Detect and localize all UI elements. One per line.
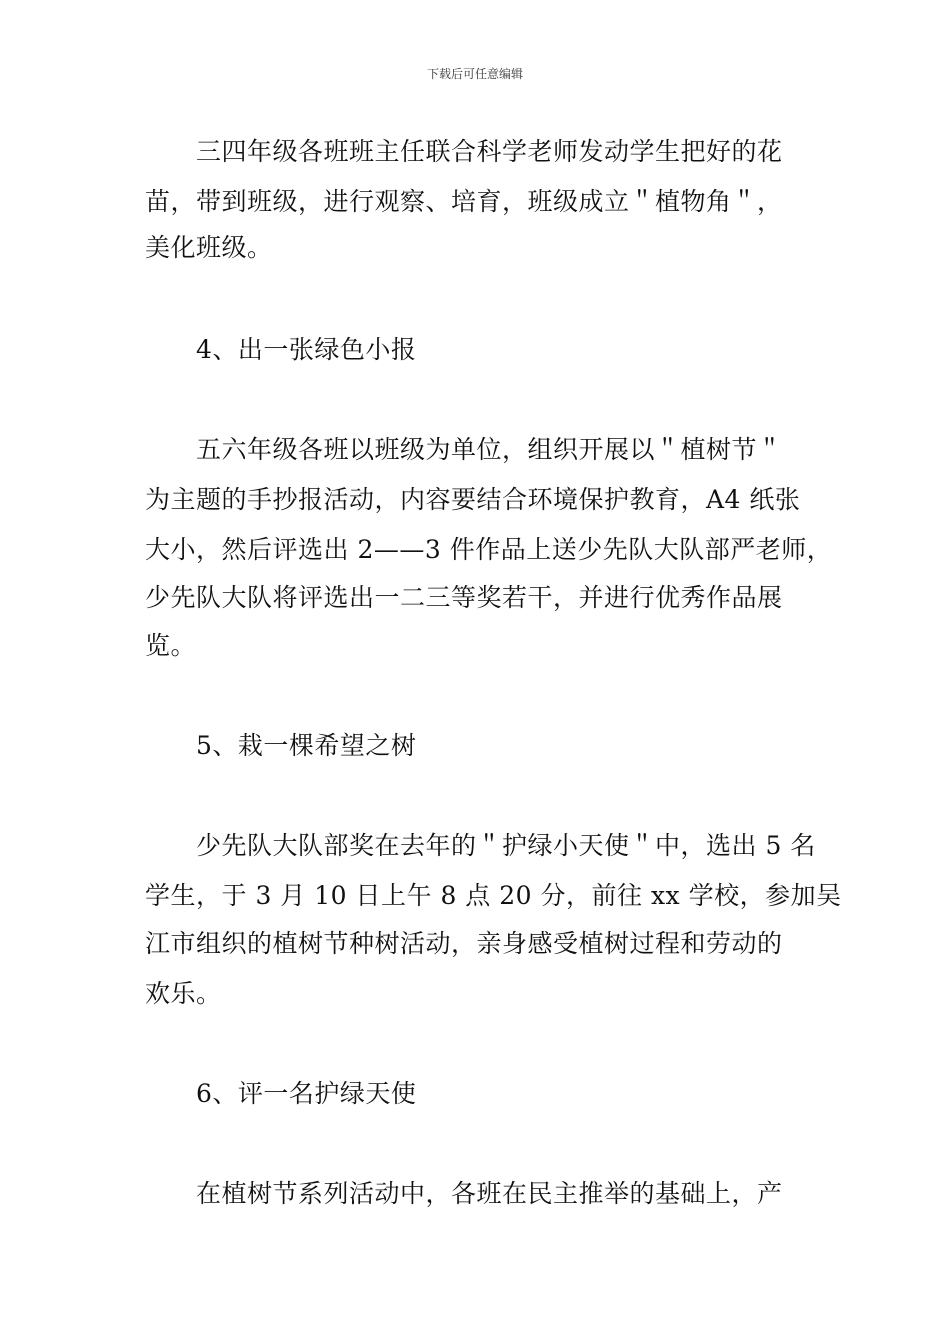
paragraph-line: 五六年级各班以班级为单位，组织开展以＂植树节＂ (196, 435, 783, 464)
paragraph-line: 江市组织的植树节种树活动，亲身感受植树过程和劳动的 (145, 929, 783, 958)
paragraph-line: 欢乐。 (145, 979, 222, 1008)
section-heading: 4、出一张绿色小报 (196, 335, 417, 364)
paragraph-line: 学生，于 3 月 10 日上午 8 点 20 分，前往 xx 学校，参加吴 (145, 881, 842, 910)
paragraph-line: 少先队大队部奖在去年的＂护绿小天使＂中，选出 5 名 (196, 831, 816, 860)
paragraph-line: 为主题的手抄报活动，内容要结合环境保护教育，A4 纸张 (145, 485, 801, 514)
paragraph-line: 少先队大队将评选出一二三等奖若干，并进行优秀作品展 (145, 583, 783, 612)
paragraph-line: 览。 (145, 631, 197, 660)
section-heading: 5、栽一棵希望之树 (196, 731, 417, 760)
section-heading: 6、评一名护绿天使 (196, 1079, 417, 1108)
paragraph-line: 三四年级各班班主任联合科学老师发动学生把好的花 (196, 137, 783, 166)
paragraph-line: 苗，带到班级，进行观察、培育，班级成立＂植物角＂， (145, 187, 783, 216)
paragraph-line: 大小，然后评选出 2——3 件作品上送少先队大队部严老师， (145, 535, 833, 564)
page-header-note: 下载后可任意编辑 (426, 67, 523, 81)
paragraph-line: 美化班级。 (145, 233, 273, 262)
paragraph-line: 在植树节系列活动中，各班在民主推举的基础上，产 (196, 1179, 783, 1208)
